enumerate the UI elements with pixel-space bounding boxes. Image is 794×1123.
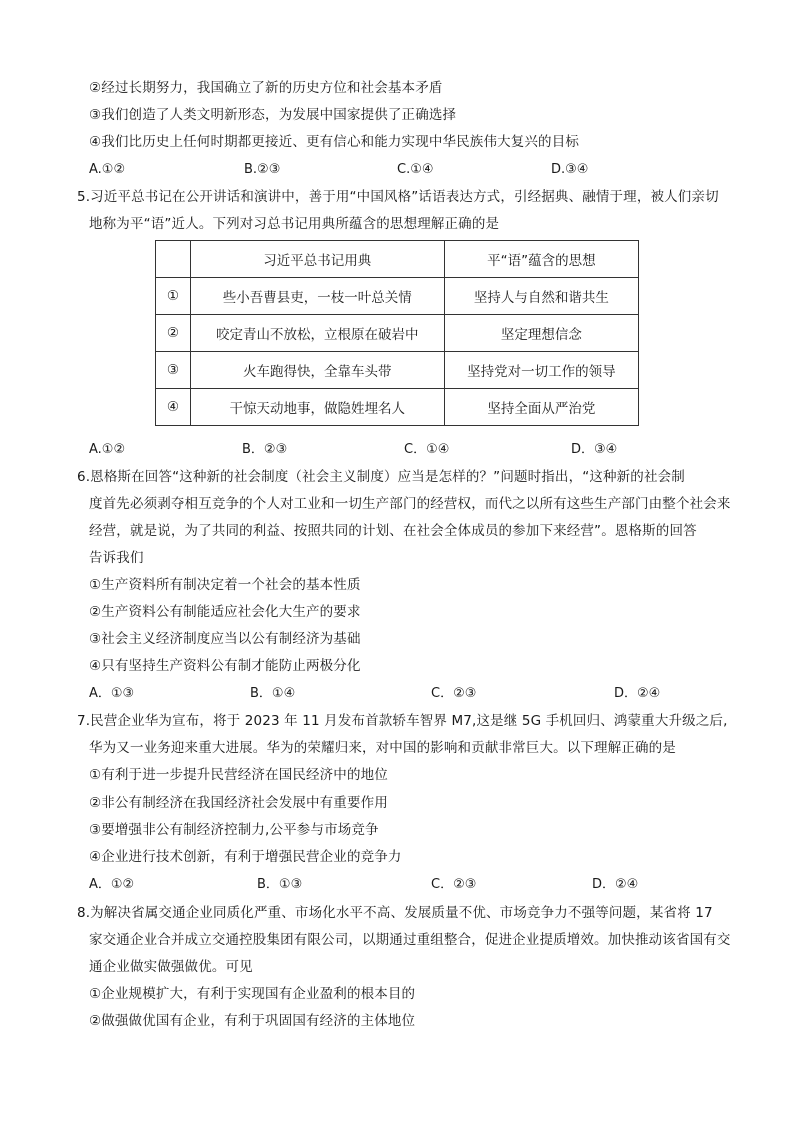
table-cell-index: ② [156,315,191,352]
table-cell-thought: 坚定理想信念 [444,315,638,352]
q6-statement-2: ②生产资料公有制能适应社会化大生产的要求 [89,604,361,620]
q7-statement-1: ①有利于进一步提升民营经济在国民经济中的地位 [89,767,388,783]
table-header-row [156,241,639,278]
table-cell-thought: 坚持党对一切工作的领导 [444,352,638,389]
q8-stem-line-1: 8.为解决省属交通企业同质化严重、市场化水平不高、发展质量不优、市场竞争力不强等问题，某省将 17 [77,905,713,921]
q6-stem-line-2: 度首先必须剥夺相互竞争的个人对工业和一切生产部门的经营权，而代之以所有这些生产部门由整个社会来 [89,496,731,512]
q4-statement-2: ②经过长期努力，我国确立了新的历史方位和社会基本矛盾 [89,80,443,96]
table-cell-quote: 干惊天动地事，做隐姓埋名人 [190,389,444,426]
q5-option-a: A.①② [89,442,126,457]
q4-option-a: A.①② [89,162,126,177]
q7-statement-3: ③要增强非公有制经济控制力,公平参与市场竞争 [89,822,379,838]
q6-statement-4: ④只有坚持生产资料公有制才能防止两极分化 [89,658,361,674]
q7-option-d: D．②④ [592,877,639,892]
q7-option-b: B．①③ [257,877,303,892]
q4-statement-4: ④我们比历史上任何时期都更接近、更有信心和能力实现中华民族伟大复兴的目标 [89,134,580,150]
q8-stem-line-3: 通企业做实做强做优。可见 [89,959,253,975]
table-cell-quote: 咬定青山不放松，立根原在破岩中 [190,315,444,352]
q7-option-c: C．②③ [431,877,477,892]
table-cell-quote: 火车跑得快，全靠车头带 [190,352,444,389]
table-header-quote: 习近平总书记用典 [190,241,444,278]
q4-option-b: B.②③ [244,162,281,177]
q6-stem-line-3: 经营，就是说，为了共同的利益、按照共同的计划、在社会全体成员的参加下来经营”。恩格斯的回答 [89,523,697,539]
table-row [156,352,639,389]
table-cell-index: ④ [156,389,191,426]
table-cell-index: ① [156,278,191,315]
q7-statement-4: ④企业进行技术创新，有利于增强民营企业的竞争力 [89,849,402,865]
table-row [156,315,639,352]
q5-option-c: C．①④ [404,442,450,457]
q6-option-b: B．①④ [250,686,296,701]
q8-stem-line-2: 家交通企业合并成立交通控股集团有限公司，以期通过重组整合，促进企业提质增效。加快推动该省国有交 [89,932,731,948]
q6-option-a: A．①③ [89,686,135,701]
q8-statement-2: ②做强做优国有企业，有利于巩固国有经济的主体地位 [89,1013,416,1029]
table-row [156,278,639,315]
table-header-thought: 平“语”蕴含的思想 [444,241,638,278]
q6-stem-line-4: 告诉我们 [89,550,144,566]
q5-stem-line-2: 地称为平“语”近人。下列对习总书记用典所蕴含的思想理解正确的是 [89,216,500,232]
q7-stem-line-1: 7.民营企业华为宣布，将于 2023 年 11 月发布首款轿车智界 M7,这是继 5G 手机回归、鸿蒙重大升级之后, [77,713,728,729]
q4-option-d: D.③④ [551,162,589,177]
q7-statement-2: ②非公有制经济在我国经济社会发展中有重要作用 [89,795,388,811]
q7-option-a: A．①② [89,877,135,892]
q4-option-c: C.①④ [397,162,434,177]
q6-option-c: C．②③ [431,686,477,701]
q5-quote-table [155,240,639,426]
q4-statement-3: ③我们创造了人类文明新形态，为发展中国家提供了正确选择 [89,107,457,123]
q7-stem-line-2: 华为又一业务迎来重大进展。华为的荣耀归来，对中国的影响和贡献非常巨大。以下理解正确的是 [89,740,676,756]
q5-stem-line-1: 5.习近平总书记在公开讲话和演讲中，善于用“中国风格”话语表达方式，引经据典、融情于理，被人们亲切 [77,189,719,205]
table-cell-thought: 坚持全面从严治党 [444,389,638,426]
q5-option-d: D．③④ [571,442,618,457]
q6-statement-1: ①生产资料所有制决定着一个社会的基本性质 [89,577,361,593]
q5-option-b: B．②③ [242,442,288,457]
q8-statement-1: ①企业规模扩大，有利于实现国有企业盈利的根本目的 [89,986,416,1002]
table-cell-quote: 些小吾曹县吏，一枝一叶总关情 [190,278,444,315]
q6-statement-3: ③社会主义经济制度应当以公有制经济为基础 [89,631,361,647]
q6-stem-line-1: 6.恩格斯在回答“这种新的社会制度（社会主义制度）应当是怎样的？”问题时指出，“这种新的社会制 [77,469,685,485]
q6-option-d: D．②④ [614,686,661,701]
table-row [156,389,639,426]
table-cell-index: ③ [156,352,191,389]
table-header-index [156,241,191,278]
table-cell-thought: 坚持人与自然和谐共生 [444,278,638,315]
